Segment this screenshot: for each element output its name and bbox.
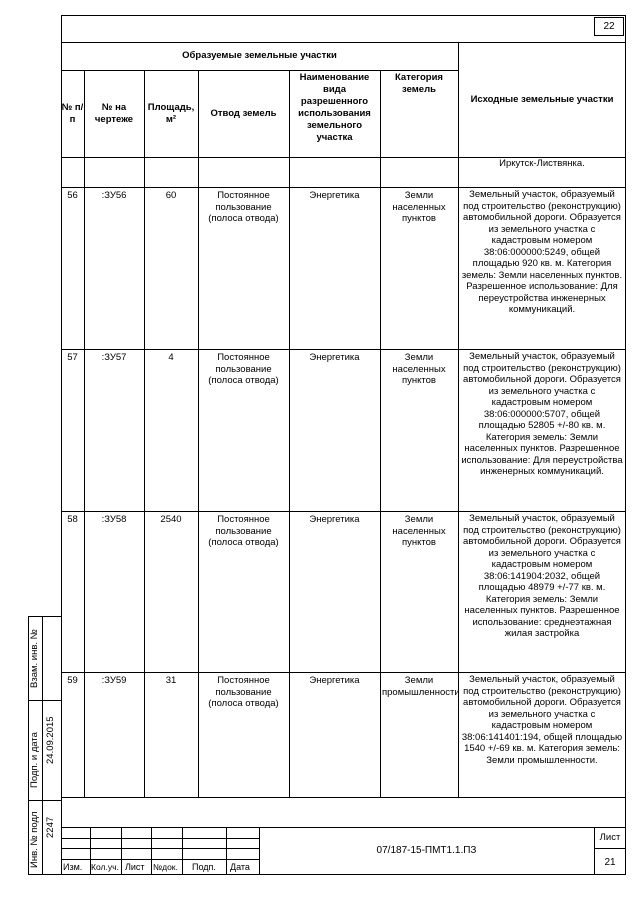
col-area-header: Площадь, м² [147,101,195,125]
side-podp-data: Подп. и дата [29,732,40,788]
row-58-category: Земли населенных пунктов [392,514,446,549]
stamp-podp: Подп. [192,862,216,872]
col-num-header: № п/п [61,101,84,125]
row-59-category: Земли промышленности [382,675,460,698]
col-line-3 [198,70,199,797]
row-59-allot: Постоянное пользование (полоса отвода) [208,675,279,710]
stamp-top-rule [61,827,626,828]
row-59-num: 59 [67,675,78,686]
rule-row-57 [61,349,626,350]
row-58-source: Земельный участок, образуемый под строительство (реконструкцию) автомобильной дороги. Образуется из земельного участка с кадастровым номером 38:06:141904:2032, общей площадью 48979 +/-77 кв. м. Категория земель: Земли населенных пунктов. Разрешенное использование: среднеэтажная жилая застройка [463,513,621,639]
row-56-area: 60 [165,190,177,201]
row-59-area: 31 [165,675,177,686]
stamp-sheet-rule [594,848,626,849]
stamp-ndok: №док. [153,862,178,872]
row-56-use: Энергетика [309,190,360,201]
row-58-allot: Постоянное пользование (полоса отвода) [208,514,279,549]
side-rule-1 [28,700,62,701]
stamp-col-5 [226,827,227,875]
stamp-list: Лист [125,862,145,872]
row-56-category: Земли населенных пунктов [392,190,446,225]
row-56-drawing: :ЗУ56 [101,190,127,201]
row-58-num: 58 [67,514,78,525]
side-inv-podl: Инв. № подл [29,811,40,868]
row-56-source: Земельный участок, образуемый под строительство (реконструкцию) автомобильной дороги. Образуется из земельного участка с кадастровым номером 38:06:000000:5249, общей площадью 920 кв. м. Категория земель: Земли населенных пунктов. Разрешенное использование: Для переустройства инженерных коммуникаций. [461,189,623,315]
col-use-header: Наименование вида разрешенного использования земельного участка [298,72,371,143]
row-58-area: 2540 [160,514,182,525]
stamp-data: Дата [230,862,250,872]
row-57-num: 57 [67,352,78,363]
side-rule-2 [28,800,62,801]
sheet-label: Лист [599,832,621,843]
stamp-koluch: Кол.уч. [91,862,119,872]
row-56-allot: Постоянное пользование (полоса отвода) [208,190,279,225]
group-title: Образуемые земельные участки [182,50,337,61]
row-57-source: Земельный участок, образуемый под строительство (реконструкцию) автомобильной дороги. Образуется из земельного участка с кадастровым номером 38:06:000000:5707, общей площадью 52805 +/-80 кв. м. Категория земель: Земли населенных пунктов. Разрешенное использование: Для переустройства инженерных коммуникаций. [461,351,623,477]
rule-table-bottom [61,797,626,798]
stamp-col-3 [151,827,152,875]
col-category-header: Категория земель [395,72,443,95]
col-source-header: Исходные земельные участки [470,93,614,105]
stamp-izm: Изм. [63,862,83,872]
row-58-drawing: :ЗУ58 [101,514,127,525]
rule-row-56 [61,187,626,188]
rule-row-58 [61,511,626,512]
doc-code: 07/187-15-ПМТ1.1.ПЗ [376,845,477,856]
continuation-text: Иркутск-Листвянка. [499,158,585,169]
col-allot-header: Отвод земель [210,107,277,119]
page-number-top: 22 [594,17,624,36]
row-58-use: Энергетика [309,514,360,525]
row-59-drawing: :ЗУ59 [101,675,127,686]
row-57-drawing: :ЗУ57 [101,352,127,363]
col-line-4 [289,70,290,797]
row-57-use: Энергетика [309,352,360,363]
row-59-use: Энергетика [309,675,360,686]
side-date-value: 24.09.2015 [45,716,56,764]
row-57-allot: Постоянное пользование (полоса отвода) [208,352,279,387]
rule-row-59 [61,672,626,673]
col-line-1 [84,70,85,797]
stamp-col-4 [182,827,183,875]
sheet-number: 21 [604,857,616,868]
col-drawing-header: № на чертеже [94,101,134,125]
col-line-5 [380,70,381,797]
side-inv-value: 2247 [45,816,56,838]
row-56-num: 56 [67,190,78,201]
col-line-2 [144,70,145,797]
row-57-category: Земли населенных пунктов [392,352,446,387]
side-vzam: Взам. инв. № [29,629,40,688]
row-57-area: 4 [168,352,174,363]
row-59-source: Земельный участок, образуемый под строительство (реконструкцию) автомобильной дороги. Образуется из земельного участка с кадастровым номером 38:06:141401:194, общей площадью 1540 +/-69 кв. м. Категория земель: Земли промышленности. [461,674,623,766]
stamp-col-2 [121,827,122,875]
